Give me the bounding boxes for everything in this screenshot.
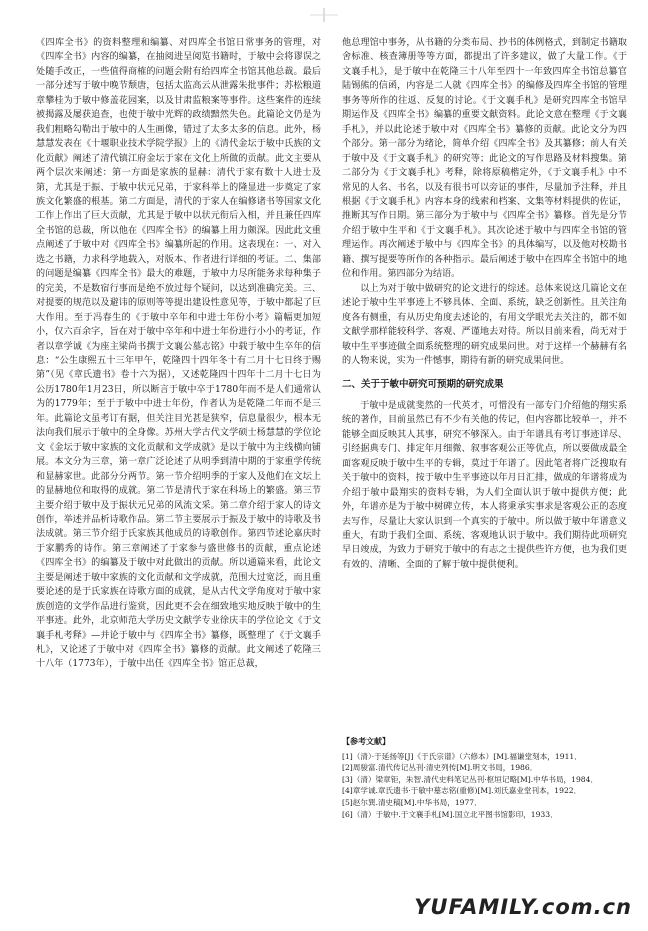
right-column bbox=[342, 36, 627, 572]
reference-item: [2]周骏富.清代传记丛刊·清史列传[M].明文书局，1986． bbox=[342, 763, 538, 773]
reference-item: [3]（清）梁章钜，朱智.清代史料笔记丛刊·枢垣记略[M].中华书局，1984． bbox=[342, 774, 599, 784]
left-column bbox=[36, 36, 321, 672]
body-paragraph: 于敏中是成就斐然的一代英才，可惜没有一部专门介绍他的翔实系统的著作，目前虽然已有不少有关他的传记，但内容都比较单一，并不能够全面反映其人其事，研究不够深入。由于年谱具有考订事迹详尽、引经据典专门、排定年月细微、叙事客观公正等优点，所以要做成最全面客观反映于敏中生平的专辑，莫过于年谱了。因此笔者将广泛搜取有关于敏中的资料，按于敏中生平事迹以年月日汇排，做成的年谱将成为介绍于敏中最翔实的资料专辑，为人们全面认识于敏中提供方便；此外，年谱亦是为于敏中树碑立传，本人将秉承实事求是客观公正的态度去写作，尽量让大家认识到一个真实的于敏中。所以做于敏中年谱意义重大，有助于我们全面、系统、客观地认识于敏中。我们期待此项研究早日竣成，为致力于研究于敏中的有志之士提供些许方便，也为我们更有效的、清晰、全面的了解于敏中提供便利。 bbox=[342, 400, 627, 570]
body-paragraph: 他总理馆中事务，从书籍的分类布局、抄书的体例格式，到制定书籍取舍标准、核查簿册等等方面，都提出了许多建议，做了大量工作。《于文襄手札》，是于敏中在乾隆三十八年至四十一年致四库全书馆总纂官陆锡熊的信函，内容是二人就《四库全书》的编修及四库全书馆的管理事务等所作的往返、反复的讨论。《于文襄手札》是研究四库全书馆早期运作及《四库全书》编纂的重要文献资料。此论文意在整理《于文襄手札》，并以此论述于敏中对《四库全书》纂修的贡献。此论文分为四个部分。第一部分为绪论，简单介绍《四库全书》及其纂修；前人有关于敏中及《于文襄手札》的研究等；此论文的写作思路及材料搜集。第二部分为《于文襄手札》考释，除将原稿楷定外，《于文襄手札》中不常见的人名、书名，以及有很书可以旁证的事件，尽量加予注释，并且根据《于文襄手札》内容本身的线索和档案、文集等材料提供的佐证，推断其写作日期。第三部分为于敏中与《四库全书》纂修。首先是分节介绍于敏中生平和《于文襄手札》。其次论述于敏中与四库全书馆的管理运作。再次阐述于敏中与《四库全书》的具体编写，以及他对校勘书籍、撰写提要等所作的各种指示。最后阐述于敏中在四库全书馆中的地位和作用。第四部分为结语。 bbox=[342, 38, 627, 280]
body-paragraph: 《四库全书》的资料整理和编纂、对四库全书馆日常事务的管理，对《四库全书》内容的编纂，在抽阅进呈阅览书籍时，于敏中会将谬误之处随手改正，一些值得商榷的问题会附有给四库全书馆其他总裁。最后一部分述写于敏中晚节颓唐，包括太监高云从泄露朱批事件；苏松粮道章攀桂为于敏中修盖花园案，以及甘肃监粮案等事件。这些案件的连续被揭露及屡获追查，也使于敏中光辉的政绩黯然失色。此篇论文仍是为我们粗略勾勒出于敏中的人生画像，错过了太多太多的信息。此外，杨慧慧发表在《十堰职业技术学院学报》上的《清代金坛于敏中氏族的文化贡献》阐述了清代镇江府金坛于家在文化上所做的贡献。此文主要从两个层次来阐述：第一方面是家族的显赫：清代于家有数十人进士及第，尤其是于振、于敏中状元兄弟，于家科举上的隆显进一步奠定了家族文化繁盛的根基。第二方面是，清代的于家人在编修诸书等国家文化工作上作出了巨大贡献，尤其是于敏中以状元衔后入相，并且兼任四库全书馆的总裁，所以他在《四库全书》的编纂上用力颇深。因此此文重点阐述了于敏中对《四库全书》编纂所起的作用。这表现在：一、对入选之书籍，力求科学地载入，对版本、作者进行详细的考证。二、集部的问题是编纂《四库全书》最大的难题，于敏中力尽所能务求每种集子的完美，不是数宿行事而是绝不放过每个疑问，以达到准确完美。三、对提要的规范以及避讳的原则等等提出建设性意见等，于敏中都起了巨大作用。至于冯春生的《于敏中卒年和中进士年份小考》篇幅更加短小，仅六百余字，旨在对于敏中卒年和中进士年份进行小小的考证，作者以章学诚《为座主梁尚书撰于文襄公墓志铭》中载于敏中生卒年的信息：“公生康熙五十三年甲午，乾隆四十四年冬十有二月十七日终于赐第”（见《章氏遗书》卷十六为据），又述乾隆四十四年十二月十七日为公历1780年1月23日，所以断言于敏中卒于1780年而不是人们通常认为的1779年；至于于敏中中进士年份，作者认为是乾隆二年而不是三年。此篇论文虽考订有据，但关注目光甚是狭窄，信息量很少，根本无法向我们展示于敏中的全身像。苏州大学古代文学硕士杨慧慧的学位论文《金坛于敏中家族的文化贡献和文学成就》是以于敏中为主线横向铺展。本文分为三章，第一章广泛论述了从明季到清中期的于家重学传统和显赫家世。此部分分两节。第一节介绍明季的于家人及他们在文坛上的显赫地位和取得的成就。第二节是清代于家在科场上的繁盛。第三节主要介绍于敏中及于振状元兄弟的风流文采。第二章介绍于家人的诗文创作，举述并品析诗歌作品。第二节主要展示于振及于敏中的诗歌及书法成就。第三节介绍于氏家族其他成员的诗歌创作。第四节述论嘉庆时于家鹏秀的诗作。第三章阐述了于家参与盛世修书的贡献，重点论述《四库全书》的编纂及于敏中对此做出的贡献。所以通篇来看，此论文主要是阐述于敏中家族的文化贡献和文学成就，范围大过宽泛，而且重要论述的是于氏家族在诗歌方面的成就，是从古代文学角度对于敏中家族创造的文学作品进行鉴赏，因此更不会在细致地实地反映于敏中的生平事迹。此外，北京师范大学历史文献学专业徐庆丰的学位论文《于文襄手札考释》—并论于敏中与《四库全书》纂修，既整理了《于文襄手札》，又论述了于敏中对《四库全书》纂修的贡献。此文阐述了乾隆三十八年（1773年），于敏中出任《四库全书》馆正总裁， bbox=[36, 38, 321, 670]
reference-item: [5]赵尔巽.清史稿[M].中华书局，1977． bbox=[342, 797, 482, 807]
site-watermark: YUFAMILY.com.cn bbox=[414, 895, 632, 919]
references-heading: 【参考文献】 bbox=[342, 737, 390, 746]
reference-item: [1]（清）·于延扬等[J]《于氏宗谱》（六修本）[M].福谦堂刻本，1911． bbox=[342, 751, 582, 761]
reference-item: [6]（清）于敏中.于文襄手札[M].国立北平图书馆影印，1933． bbox=[342, 809, 558, 819]
reference-item: [4]章学诚.章氏遗书·于敏中墓志铭(重修)[M].刘氏嘉业堂刊本，1922． bbox=[342, 786, 582, 796]
references-section bbox=[342, 736, 630, 820]
section-heading: 二、关于于敏中研究可预期的研究成果 bbox=[342, 379, 504, 391]
column-divider-mark bbox=[300, 6, 348, 24]
body-paragraph: 以上为对于敏中做研究的论文进行的综述。总体来说这几篇论文在述论于敏中生平事迹上不够具体、全面、系统，缺乏创新性。且关注角度各有侧重，有从历史角度去述论的，有用文学眼光去关注的，都不如文献学那样能较科学、客观、严谨地去对待。所以目前来看，尚无对于敏中生平事迹做全面系统整理的研究成果问世。对于这样一个赫赫有名的人物来说，实为一件憾事，期待有新的研究成果问世。 bbox=[342, 283, 627, 366]
